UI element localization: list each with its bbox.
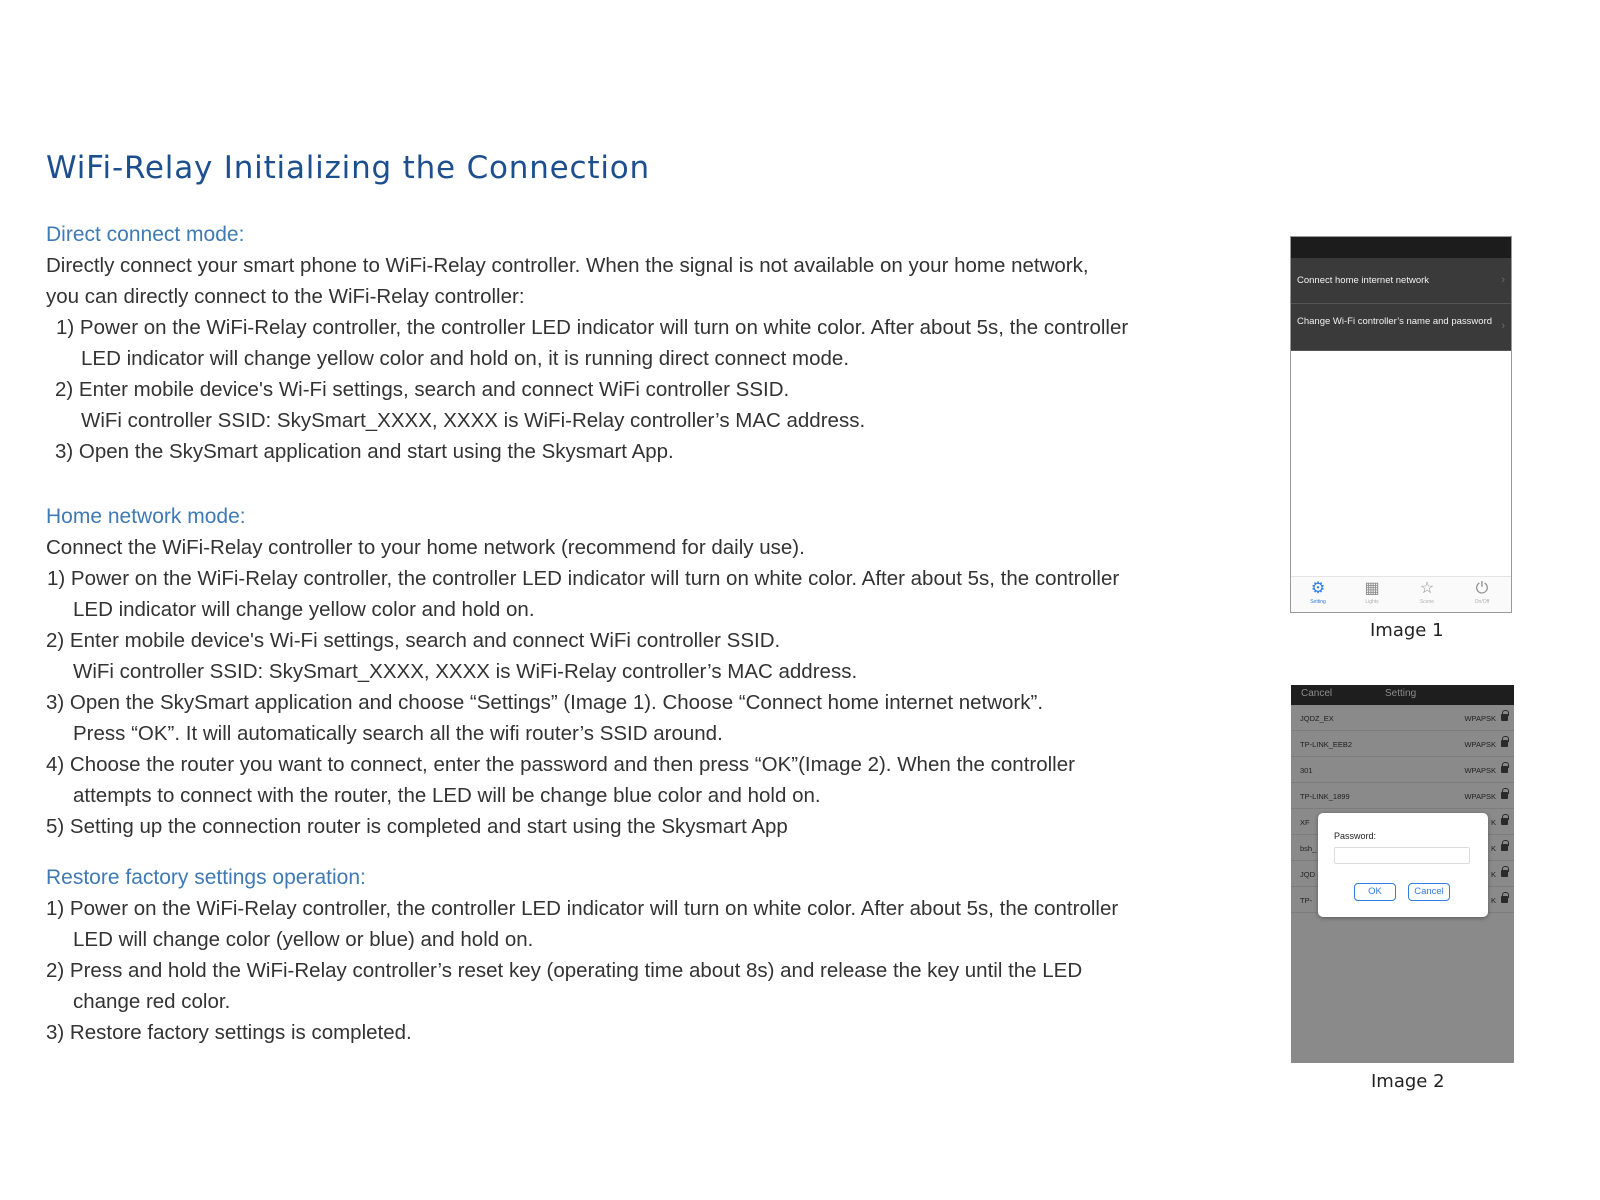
- chevron-right-icon: ›: [1501, 320, 1505, 332]
- image2-phone-screenshot: [1291, 685, 1514, 1063]
- restore-step-cont: change red color.: [73, 990, 231, 1013]
- lock-icon: [1501, 740, 1508, 747]
- chevron-right-icon: ›: [1501, 273, 1505, 286]
- home-step: 3) Open the SkySmart application and choose “Settings” (Image 1). Choose “Connect home internet network”.: [46, 691, 1044, 714]
- network-ssid: XF: [1300, 818, 1310, 827]
- tab-label: Setting: [1310, 599, 1326, 605]
- home-step: 2) Enter mobile device's Wi-Fi settings, search and connect WiFi controller SSID.: [46, 629, 781, 652]
- tab-bar: [1291, 576, 1511, 612]
- menu-connect-home-network[interactable]: [1291, 258, 1511, 304]
- direct-line: you can directly connect to the WiFi-Relay controller:: [46, 285, 525, 308]
- network-security: WPAPSK: [1464, 766, 1496, 775]
- grid-icon: ▦: [1364, 580, 1380, 597]
- tab-scene[interactable]: [1407, 579, 1447, 606]
- home-step: 1) Power on the WiFi-Relay controller, the controller LED indicator will turn on white color. After about 5s, the controller: [47, 567, 1120, 590]
- lock-icon: [1501, 766, 1508, 773]
- network-ssid: TP-: [1300, 896, 1313, 905]
- image1-caption: Image 1: [1370, 620, 1444, 641]
- direct-mode-heading: Direct connect mode:: [46, 223, 245, 246]
- tab-label: On/Off: [1474, 599, 1490, 605]
- lock-icon: [1501, 844, 1508, 851]
- restore-step: 2) Press and hold the WiFi-Relay controller’s reset key (operating time about 8s) and release the key until the LED: [46, 959, 1083, 982]
- power-icon: ⏻: [1475, 580, 1489, 597]
- header-title: Setting: [1385, 688, 1417, 699]
- tab-lights[interactable]: [1352, 579, 1392, 606]
- direct-step-cont: WiFi controller SSID: SkySmart_XXXX, XXXX is WiFi-Relay controller’s MAC address.: [81, 409, 866, 432]
- lock-icon: [1501, 714, 1508, 721]
- network-security: K: [1490, 896, 1496, 905]
- cancel-button[interactable]: Cancel: [1408, 883, 1450, 901]
- tab-label: Lights: [1365, 599, 1379, 605]
- network-security: WPAPSK: [1464, 740, 1496, 749]
- image2-caption: Image 2: [1371, 1071, 1445, 1092]
- wifi-network-row[interactable]: [1291, 783, 1514, 809]
- network-security: WPAPSK: [1464, 792, 1496, 801]
- network-ssid: TP-LINK_1899: [1300, 792, 1350, 801]
- tab-setting[interactable]: [1298, 579, 1338, 606]
- password-input[interactable]: [1334, 847, 1470, 864]
- star-icon: ☆: [1419, 580, 1435, 597]
- network-security: K: [1490, 818, 1496, 827]
- direct-step: 3) Open the SkySmart application and start using the Skysmart App.: [55, 440, 674, 463]
- home-step-cont: Press “OK”. It will automatically search all the wifi router’s SSID around.: [73, 722, 723, 745]
- password-label: Password:: [1334, 831, 1377, 841]
- direct-step: 1) Power on the WiFi-Relay controller, the controller LED indicator will turn on white color. After about 5s, the controller: [56, 316, 1129, 339]
- network-ssid: JQD: [1300, 870, 1315, 879]
- home-step: 4) Choose the router you want to connect, enter the password and then press “OK”(Image 2). When the controller: [46, 753, 1075, 776]
- gear-icon: ⚙: [1310, 580, 1326, 597]
- tab-label: Scene: [1419, 599, 1435, 605]
- restore-step-cont: LED will change color (yellow or blue) and hold on.: [73, 928, 534, 951]
- direct-step: 2) Enter mobile device's Wi-Fi settings, search and connect WiFi controller SSID.: [55, 378, 790, 401]
- header-cancel-button[interactable]: Cancel: [1301, 688, 1333, 699]
- network-ssid: TP-LINK_EEB2: [1300, 740, 1353, 749]
- restore-heading: Restore factory settings operation:: [46, 866, 366, 889]
- lock-icon: [1501, 792, 1508, 799]
- network-security: K: [1490, 844, 1496, 853]
- home-step-cont: LED indicator will change yellow color and hold on.: [73, 598, 535, 621]
- wifi-network-row[interactable]: [1291, 757, 1514, 783]
- direct-step-cont: LED indicator will change yellow color and hold on, it is running direct connect mode.: [81, 347, 850, 370]
- password-dialog: [1318, 813, 1488, 917]
- network-security: WPAPSK: [1464, 714, 1496, 723]
- phone-status-bar: [1291, 237, 1511, 258]
- page-title: WiFi-Relay Initializing the Connection: [46, 150, 650, 186]
- network-ssid: JQDZ_EX: [1300, 714, 1334, 723]
- wifi-network-row[interactable]: [1291, 705, 1514, 731]
- image1-phone-screenshot: [1290, 236, 1512, 613]
- ok-button[interactable]: OK: [1354, 883, 1396, 901]
- network-ssid: bsh_: [1300, 844, 1317, 853]
- restore-step: 3) Restore factory settings is completed.: [46, 1021, 412, 1044]
- home-mode-heading: Home network mode:: [46, 505, 246, 528]
- lock-icon: [1501, 870, 1508, 877]
- direct-line: Directly connect your smart phone to WiFi-Relay controller. When the signal is not available on your home network,: [46, 254, 1089, 277]
- wifi-network-row[interactable]: [1291, 731, 1514, 757]
- home-step: 5) Setting up the connection router is completed and start using the Skysmart App: [46, 815, 788, 838]
- tab-on-off[interactable]: [1462, 579, 1502, 606]
- home-step-cont: WiFi controller SSID: SkySmart_XXXX, XXXX is WiFi-Relay controller’s MAC address.: [73, 660, 858, 683]
- network-ssid: 301: [1300, 766, 1313, 775]
- lock-icon: [1501, 818, 1508, 825]
- network-security: K: [1490, 870, 1496, 879]
- menu-item-label: Connect home internet network: [1297, 275, 1430, 286]
- menu-change-controller-name[interactable]: [1291, 304, 1511, 351]
- home-step-cont: attempts to connect with the router, the LED will be change blue color and hold on.: [73, 784, 821, 807]
- home-line: Connect the WiFi-Relay controller to your home network (recommend for daily use).: [46, 536, 805, 559]
- lock-icon: [1501, 896, 1508, 903]
- restore-step: 1) Power on the WiFi-Relay controller, the controller LED indicator will turn on white color. After about 5s, the controller: [46, 897, 1119, 920]
- wifi-list-header: [1291, 685, 1514, 705]
- menu-item-label: Change Wi-Fi controller’s name and password: [1297, 316, 1493, 327]
